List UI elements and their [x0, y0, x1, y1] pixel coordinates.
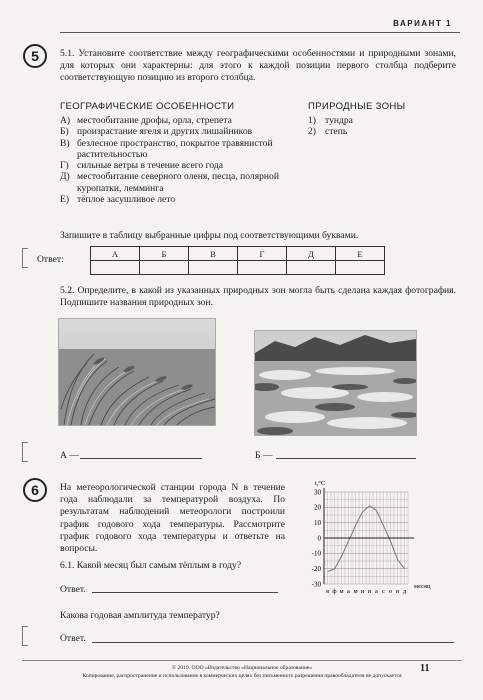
answer-label-5-1: Ответ: — [37, 254, 64, 265]
question-6-number: 6 — [23, 478, 47, 502]
answer-cell[interactable] — [238, 261, 287, 275]
photo-a-label: А — — [60, 450, 79, 461]
y-tick-label: 30 — [314, 488, 321, 497]
x-tick-label: а — [375, 588, 378, 595]
zones-heading: ПРИРОДНЫЕ ЗОНЫ — [308, 101, 406, 112]
answer-table-header-row — [91, 247, 385, 261]
answer-table — [90, 246, 385, 275]
footer-rule — [22, 660, 462, 661]
answer-cell[interactable] — [336, 261, 385, 275]
photo-b-answer-line[interactable] — [276, 458, 416, 459]
y-tick-label: 0 — [317, 534, 321, 543]
table-letter-cell: А — [91, 247, 140, 261]
feature-item: В) безлесное пространство, покрытое травянистой растительностью — [60, 137, 273, 160]
x-tick-label: и — [360, 588, 365, 595]
table-letter-cell: Б — [140, 247, 189, 261]
answer-cell[interactable] — [140, 261, 189, 275]
answer-table-input-row — [91, 261, 385, 275]
question-5-number: 5 — [23, 44, 47, 68]
variant-label: ВАРИАНТ 1 — [393, 19, 452, 28]
answer-corner-mark — [22, 442, 35, 462]
feature-item: Д) местообитание северного оленя, песца, полярной куропатки, лемминга — [60, 171, 279, 194]
task-5-2-text: 5.2. Определите, в какой из указанных природных зон могла быть сделана каждая фотография. Подпишите названия природных зон. — [60, 285, 456, 309]
feature-item: Е) тёплое засушливое лето — [60, 194, 176, 206]
q6-intro-text: На метеорологической станции города N в течение года наблюдали за температурой воздуха. По результатам наблюдений метеорологи построили график годового хода температуры. Рассмотрите график годового хода температуры и ответьте на вопросы. — [60, 482, 285, 555]
zone-item: 1) тундра — [308, 115, 353, 126]
answer-cell[interactable] — [287, 261, 336, 275]
task-5-1-text: 5.1. Установите соответствие между географическими особенностями и природными зонами, для которых они характерны: для этого к каждой позиции первого столбца подберите соответствующую позицию из второго столбца. — [60, 48, 456, 84]
answer-6-2-line[interactable] — [92, 642, 454, 643]
x-tick-label: м — [353, 588, 358, 595]
answer-cell[interactable] — [91, 261, 140, 275]
steppe-grass-photo — [58, 318, 216, 426]
answer-cell[interactable] — [189, 261, 238, 275]
chart-ylabel: t,°C — [315, 480, 326, 487]
table-letter-cell: Е — [336, 247, 385, 261]
page-number: 11 — [420, 663, 430, 674]
features-list — [60, 115, 292, 205]
header-bar — [60, 18, 460, 33]
zone-item: 2) степь — [308, 126, 348, 138]
question-6-2-text: Какова годовая амплитуда температур? — [60, 610, 220, 621]
footer-notice: Копирование, распространение и использование в коммерческих целях без письменного разрешения правообладателя не допускается — [82, 673, 402, 679]
feature-item: А) местообитание дрофы, орла, стрепета — [60, 115, 232, 126]
x-tick-label: о — [388, 588, 393, 595]
task-6-1-text: 6.1. Какой месяц был самым тёплым в году? — [60, 560, 242, 571]
chart-xticks — [326, 588, 407, 595]
answer-label-6-1: Ответ. — [60, 584, 86, 595]
x-tick-label: ф — [332, 588, 337, 595]
answer-corner-mark — [22, 626, 35, 646]
answer-corner-mark — [22, 248, 35, 268]
y-tick-label: 20 — [314, 503, 321, 512]
x-tick-label: м — [339, 588, 344, 595]
y-tick-label: -30 — [311, 580, 321, 589]
x-tick-label: а — [347, 588, 350, 595]
table-letter-cell: Г — [238, 247, 287, 261]
x-tick-label: д — [402, 588, 407, 595]
x-tick-label: я — [326, 588, 329, 595]
feature-item: Б) произрастание ягеля и других лишайников — [60, 126, 253, 138]
tundra-landscape-photo — [254, 330, 417, 436]
features-heading: ГЕОГРАФИЧЕСКИЕ ОСОБЕННОСТИ — [60, 101, 235, 112]
photo-b-label: Б — — [255, 450, 273, 461]
table-letter-cell: В — [189, 247, 238, 261]
answer-label-6-2: Ответ. — [60, 633, 86, 644]
chart-xlabel: месяц — [414, 583, 431, 590]
y-tick-label: -10 — [311, 549, 321, 558]
table-letter-cell: Д — [287, 247, 336, 261]
zones-list — [308, 115, 428, 138]
y-tick-label: 10 — [314, 518, 321, 527]
x-tick-label: с — [382, 588, 385, 595]
table-instruction: Запишите в таблицу выбранные цифры под соответствующими буквами. — [60, 230, 359, 241]
y-tick-label: -20 — [311, 564, 321, 573]
answer-6-1-line[interactable] — [92, 592, 278, 593]
chart-yticks — [312, 488, 322, 588]
temperature-chart — [290, 476, 450, 618]
x-tick-label: н — [395, 588, 400, 595]
photo-a-answer-line[interactable] — [80, 458, 202, 459]
footer-copyright: © 2019. ООО «Издательство «Национальное образование» — [171, 665, 313, 671]
feature-item: Г) сильные ветры в течение всего года — [60, 160, 223, 172]
x-tick-label: и — [367, 588, 372, 595]
